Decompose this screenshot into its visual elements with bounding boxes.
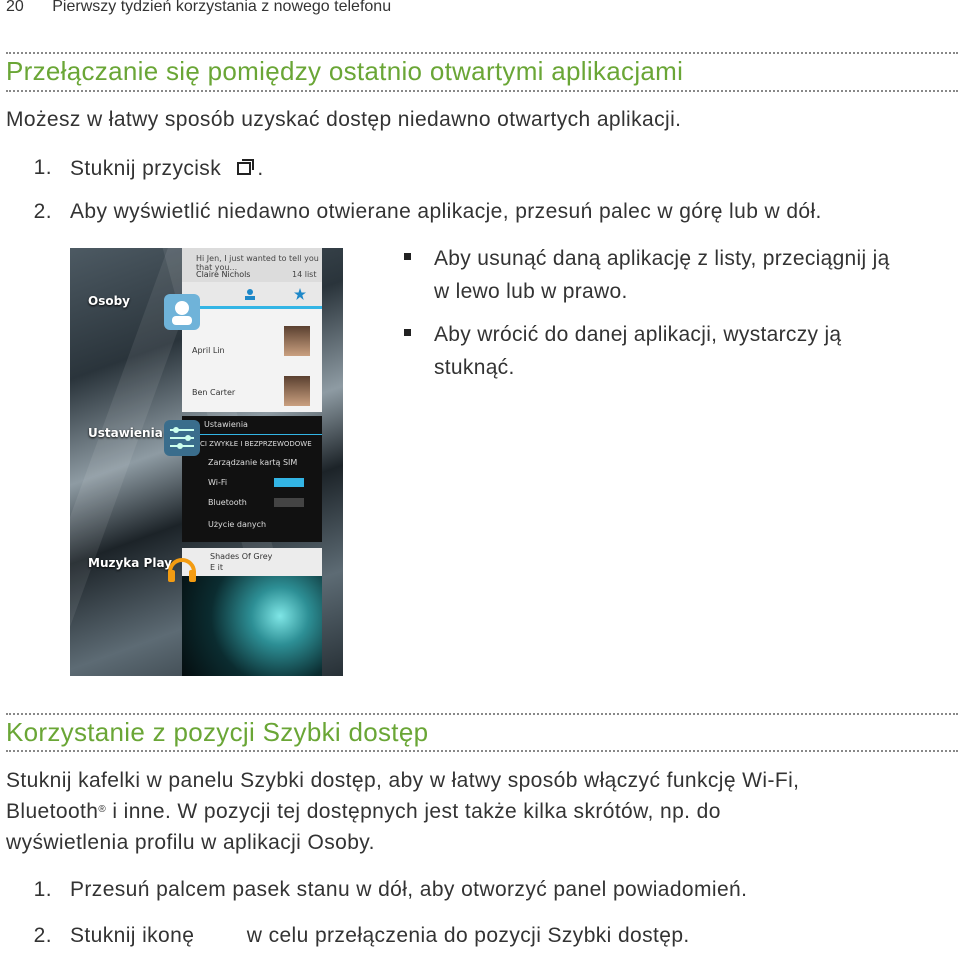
recent-apps-icon [235,156,257,178]
step-text: Stuknij ikonę [70,924,195,947]
bullet-square [404,253,411,260]
music-app-card[interactable] [182,548,322,676]
paragraph-text: Bluetooth [6,800,99,823]
step-number: 2. [33,924,52,947]
settings-row: CI ZWYKŁE I BEZPRZEWODOWE [200,440,312,448]
people-app-card[interactable] [182,282,322,412]
recent-apps-screenshot [70,248,343,676]
registered-mark: ® [98,804,107,815]
settings-app-card[interactable] [182,416,322,542]
step-2 [0,200,960,230]
contact-name: Ben Carter [192,388,236,397]
divider [6,713,958,715]
step-text: Przesuń palcem pasek stanu w dół, aby otworzyć panel powiadomień. [70,878,748,901]
song-subtitle: E it [210,563,223,572]
strip-name: Claire Nichols [196,270,251,279]
wifi-toggle [274,478,304,487]
section-title: Przełączanie się pomiędzy ostatnio otwartymi aplikacjami [6,56,684,86]
step-number: 1. [33,156,52,179]
settings-row: Ustawienia [204,420,248,429]
section-title: Korzystanie z pozycji Szybki dostęp [6,717,429,747]
album-art [182,576,322,676]
settings-row: Wi-Fi [208,478,228,487]
notification-strip [182,248,322,282]
song-title: Shades Of Grey [210,552,273,561]
contact-photo [284,376,310,406]
step-text-end: . [257,157,264,180]
app-label-music: Muzyka Play [88,556,173,570]
settings-app-icon [164,420,200,456]
step-text: Stuknij przycisk [70,157,222,180]
section-paragraph [6,765,956,858]
step-1 [0,156,960,186]
bullet-item [404,318,954,384]
person-tab-icon [244,288,256,300]
bullet-text: Aby usunąć daną aplikację z listy, przeciągnij ją [434,247,890,270]
app-label-people: Osoby [88,294,130,308]
page-number: 20 [6,0,24,15]
divider [6,52,958,54]
headphones-app-icon [164,550,200,586]
step-number: 2. [33,200,52,223]
strip-count: 14 list [292,270,317,279]
step-number: 1. [33,878,52,901]
divider [6,90,958,92]
step-text: w celu przełączenia do pozycji Szybki dostęp. [246,924,690,947]
contact-name: April Lin [192,346,225,355]
step-1 [0,878,960,908]
page-header [6,0,391,16]
people-tabs [182,282,322,309]
bullet-item [404,242,954,308]
people-app-icon [164,294,200,330]
settings-row: Bluetooth [208,498,247,507]
bluetooth-toggle [274,498,304,507]
settings-row: Użycie danych [208,520,267,529]
settings-row: Zarządzanie kartą SIM [208,458,298,467]
settings-header [182,416,322,435]
step-text: Aby wyświetlić niedawno otwierane aplikacje, przesuń palec w górę lub w dół. [70,200,822,223]
bullet-text: Aby wrócić do danej aplikacji, wystarczy ją [434,323,842,346]
paragraph-text: i inne. W pozycji tej dostępnych jest także kilka skrótów, np. do [106,800,721,823]
bullet-text: stuknąć. [434,356,515,379]
paragraph-line: wyświetlenia profilu w aplikacji Osoby. [6,831,375,854]
bullet-square [404,329,411,336]
star-icon [294,288,306,300]
app-label-settings: Ustawienia [88,426,163,440]
bullet-text: w lewo lub w prawo. [434,280,628,303]
contact-photo [284,326,310,356]
strip-text: Hi Jen, I just wanted to tell you that you... [196,254,319,272]
chapter-title: Pierwszy tydzień korzystania z nowego telefonu [52,0,392,15]
step-2 [0,924,960,954]
paragraph-line: Stuknij kafelki w panelu Szybki dostęp, aby w łatwy sposób włączyć funkcję Wi-Fi, [6,769,800,792]
section-intro: Możesz w łatwy sposób uzyskać dostęp niedawno otwartych aplikacji. [6,108,682,131]
divider [6,750,958,752]
